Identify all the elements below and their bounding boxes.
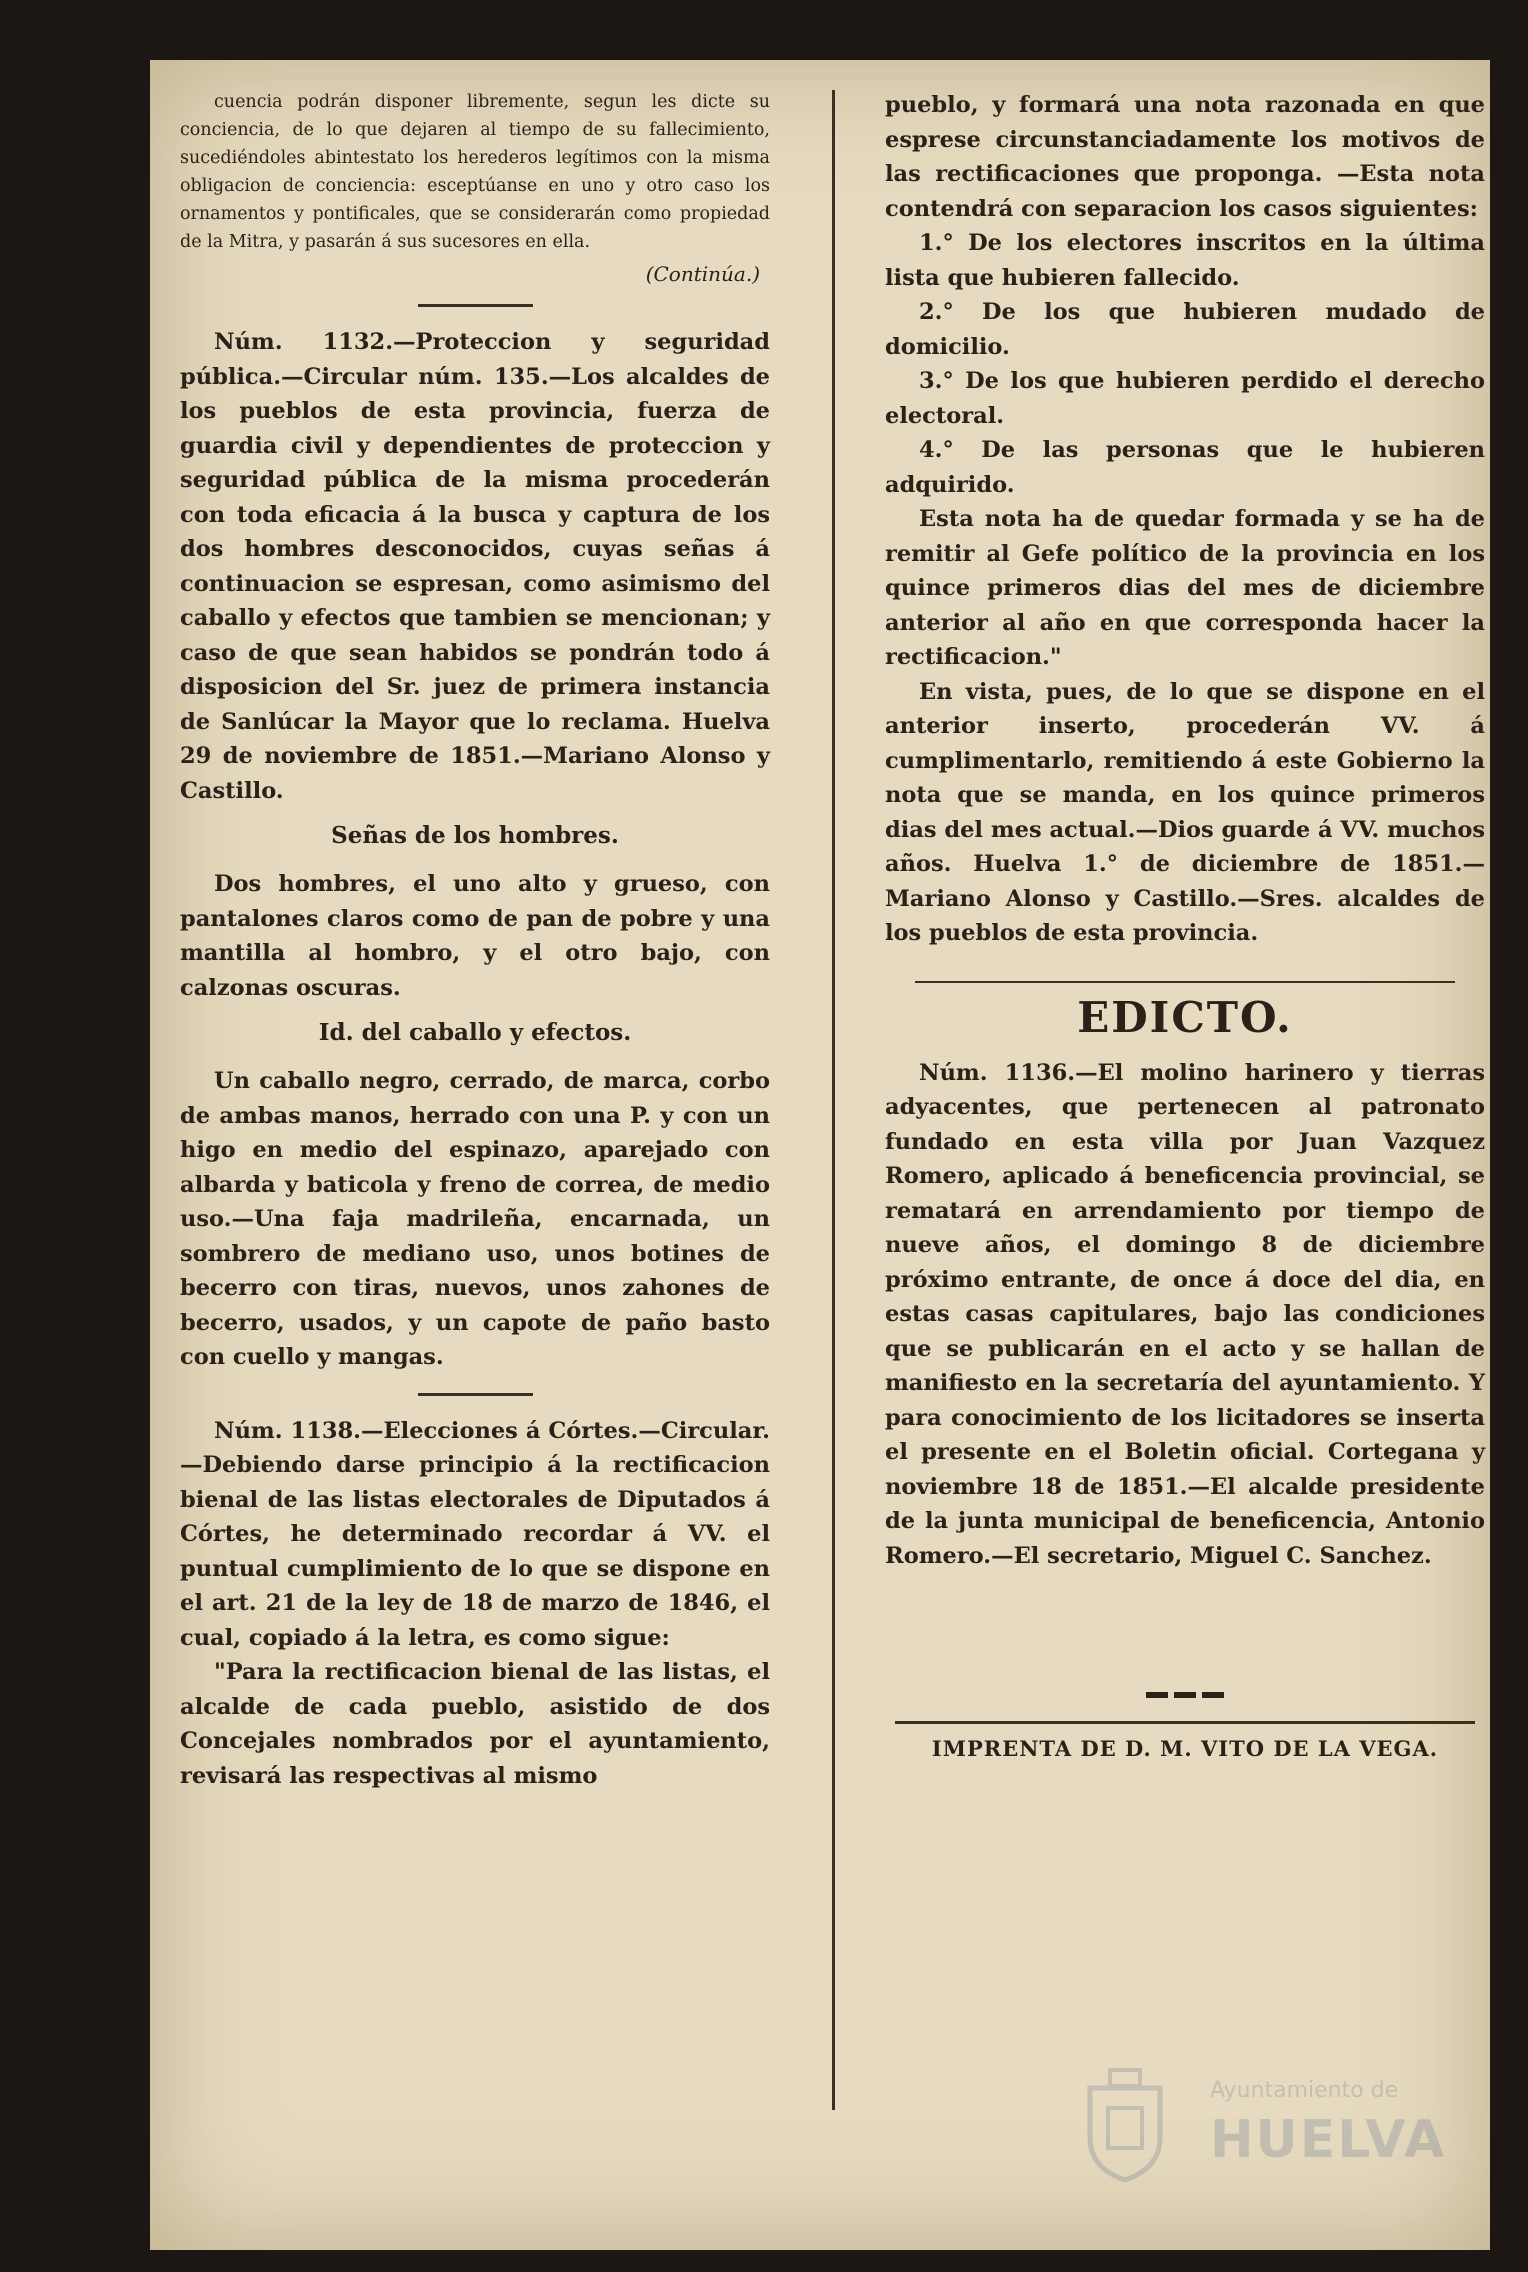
footer-rule xyxy=(895,1721,1475,1724)
section-divider xyxy=(418,1393,533,1396)
notice-1136: Núm. 1136.—El molino harinero y tierras adyacentes, que pertenecen al patronato fundado en esta villa por Juan Vazquez Romero, aplicado á beneficencia provincial, se rematará en arrendamiento por tiempo de nueve años, el domingo 8 de diciembre próximo entrante, de once á doce del dia, en estas casas capitulares, bajo las condiciones que se publicarán en el acto y se hallan de manifiesto en la secretaría del ayuntamiento. Y para conocimiento de los licitadores se inserta el presente en el Boletin oficial. Cortegana y noviembre 18 de 1851.—El alcalde presidente de la junta municipal de beneficencia, Antonio Romero.—El secretario, Miguel C. Sanchez. xyxy=(885,1059,1485,1569)
intro-paragraph: cuencia podrán disponer libremente, segun les dicte su conciencia, de lo que dejaren al tiempo de su fallecimiento, sucediéndoles abintestato los herederos legítimos con la misma obligacion de conciencia: esceptúanse en uno y otro caso los ornamentos y pontificales, que se considerarán como propiedad de la Mitra, y pasarán á sus sucesores en ella. xyxy=(180,92,770,252)
section-divider xyxy=(418,304,533,307)
section-divider xyxy=(915,981,1455,983)
left-column xyxy=(180,88,770,1793)
right-column xyxy=(885,88,1485,1761)
envista-paragraph: En vista, pues, de lo que se dispone en el anterior inserto, procederán VV. á cumplimentarlo, remitiendo á este Gobierno la nota que se manda, en los quince primeros dias del mes actual.—Dios guarde á VV. muchos años. Huelva 1.° de diciembre de 1851.—Mariano Alonso y Castillo.—Sres. alcaldes de los pueblos de esta provincia. xyxy=(885,678,1485,946)
newspaper-page xyxy=(150,60,1490,2250)
case-item-4: 4.° De las personas que le hubieren adquirido. xyxy=(885,437,1485,498)
watermark-line1: Ayuntamiento de xyxy=(1210,2078,1399,2103)
end-ornament xyxy=(885,1683,1485,1691)
watermark-line2: HUELVA xyxy=(1210,2110,1447,2170)
caballo-paragraph: Un caballo negro, cerrado, de marca, corbo de ambas manos, herrado con una P. y con un higo en medio del espinazo, aparejado con albarda y baticola y freno de correa, de medio uso.—Una faja madrileña, encarnada, un sombrero de mediano uso, unos botines de becerro con tiras, nuevos, unos zahones de becerro, usados, y un capote de paño basto con cuello y mangas. xyxy=(180,1068,770,1370)
city-shield-icon xyxy=(1080,2068,1170,2183)
edicto-title: EDICTO. xyxy=(1077,992,1293,1042)
continued-paragraph: pueblo, y formará una nota razonada en que esprese circunstanciadamente los motivos de las rectificaciones que proponga. —Esta nota contendrá con separacion los casos siguientes: xyxy=(885,92,1485,222)
notice-1138: Núm. 1138.—Elecciones á Córtes.—Circular.—Debiendo darse principio á la rectificacion bienal de las listas electorales de Diputados á Córtes, he determinado recordar á VV. el puntual cumplimiento de lo que se dispone en el art. 21 de la ley de 18 de marzo de 1846, el cual, copiado á la letra, es como sigue: xyxy=(180,1417,770,1651)
notice-1132: Núm. 1132.—Proteccion y seguridad pública.—Circular núm. 135.—Los alcaldes de los pueblos de esta provincia, fuerza de guardia civil y dependientes de proteccion y seguridad pública de la misma procederán con toda eficacia á la busca y captura de los dos hombres desconocidos, cuyas señas á continuacion se espresan, como asimismo del caballo y efectos que tambien se mencionan; y caso de que sean habidos se pondrán todo á disposicion del Sr. juez de primera instancia de Sanlúcar la Mayor que lo reclama. Huelva 29 de noviembre de 1851.—Mariano Alonso y Castillo. xyxy=(180,329,770,804)
column-divider xyxy=(832,90,835,2110)
quote-paragraph: "Para la rectificacion bienal de las listas, el alcalde de cada pueblo, asistido de dos Concejales nombrados por el ayuntamiento, revisará las respectivas al mismo xyxy=(180,1659,770,1789)
continua-note: (Continúa.) xyxy=(645,262,760,286)
nota-paragraph: Esta nota ha de quedar formada y se ha de remitir al Gefe político de la provincia en los quince primeros dias del mes de diciembre anterior al año en que corresponda hacer la rectificacion." xyxy=(885,506,1485,670)
case-item-3: 3.° De los que hubieren perdido el derecho electoral. xyxy=(885,368,1485,429)
printer-imprint: IMPRENTA DE D. M. VITO DE LA VEGA. xyxy=(931,1736,1439,1761)
senas-paragraph: Dos hombres, el uno alto y grueso, con pantalones claros como de pan de pobre y una mantilla al hombro, y el otro bajo, con calzonas oscuras. xyxy=(180,871,770,1001)
caballo-heading: Id. del caballo y efectos. xyxy=(318,1019,632,1046)
case-item-1: 1.° De los electores inscritos en la última lista que hubieren fallecido. xyxy=(885,230,1485,291)
case-item-2: 2.° De los que hubieren mudado de domicilio. xyxy=(885,299,1485,360)
watermark xyxy=(1080,2060,1447,2190)
senas-heading: Señas de los hombres. xyxy=(331,822,619,849)
